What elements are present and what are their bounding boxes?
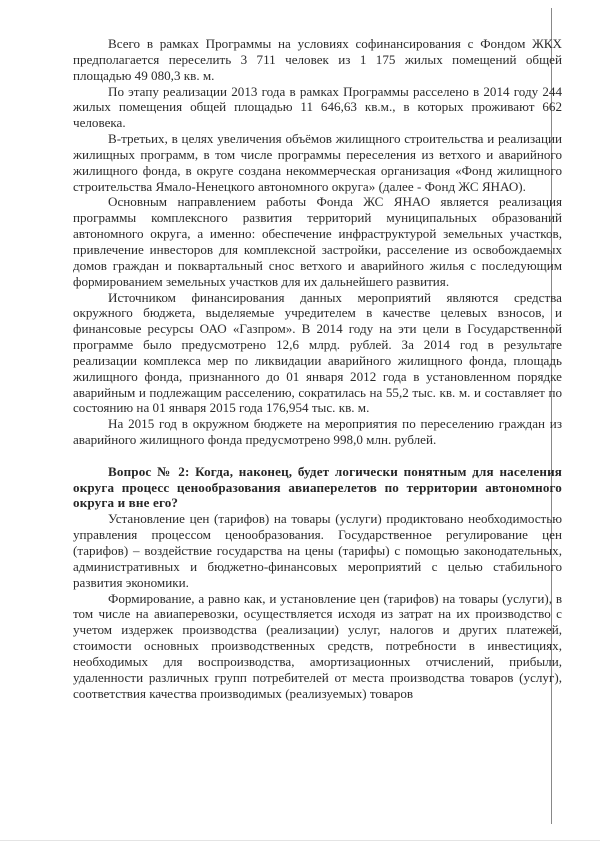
scan-bottom-edge (0, 840, 600, 841)
paragraph-price-formation: Формирование, а равно как, и установление цен (тарифов) на товары (услуги), в том числе на авиаперевозки, осуществляется исходя из затрат на их производство с учетом издержек производства (реализации) услуг, налогов и других платежей, стоимости основных производственных средств, потребности в инвестициях, необходимых для воспроизводства, амортизационных отчислений, прибыли, удаленности различных групп потребителей от места производства товаров (услуг), соответствия качества производимых (реализуемых) товаров (73, 590, 562, 701)
paragraph-price-setting: Установление цен (тарифов) на товары (услуги) продиктовано необходимостью управления процессом ценообразования. Государственное регулирование цен (тарифов) – воздействие государства на цены (тарифы) с помощью законодательных, административных и бюджетно-финансовых мероприятий с целью стабильного развития экономики. (73, 511, 562, 590)
paragraph-financing-sources: Источником финансирования данных мероприятий являются средства окружного бюджета, выделяемые учредителем в качестве целевых взносов, и финансовые ресурсы ОАО «Газпром». В 2014 году на эти цели в Государственной программе было предусмотрено 12,6 млрд. рублей. За 2014 год в результате реализации комплекса мер по ликвидации аварийного жилищного фонда, площадь жилищного фонда, признанного до 01 января 2012 года в установленном порядке аварийным и подлежащим расселению, сократилась на 55,2 тыс. кв. м. и составляет по состоянию на 01 января 2015 года 176,954 тыс. кв. м. (73, 289, 562, 416)
paragraph-resettlement-total: Всего в рамках Программы на условиях софинансирования с Фондом ЖКХ предполагается переселить 3 711 человек из 1 175 жилых помещений общей площадью 49 080,3 кв. м. (73, 36, 562, 83)
paragraph-fund-creation: В-третьих, в целях увеличения объёмов жилищного строительства и реализации жилищных программ, в том числе программы переселения из ветхого и аварийного жилищного фонда, в округе создана некоммерческая организация «Фонд жилищного строительства Ямало-Ненецкого автономного округа» (далее - Фонд ЖС ЯНАО). (73, 131, 562, 194)
paragraph-fund-direction: Основным направлением работы Фонда ЖС ЯНАО является реализация программы комплексного развития территорий муниципальных образований автономного округа, а именно: обеспечение инфраструктурой земельных участков, привлечение инвесторов для комплексной застройки, расселение из освобождаемых домов граждан и поквартальный снос ветхого и аварийного жилья с последующим формированием земельных участков для их дальнейшего развития. (73, 194, 562, 289)
question-2-heading: Вопрос № 2: Когда, наконец, будет логически понятным для населения округа процесс ценообразования авиаперелетов по территории автономного округа и вне его? (73, 463, 562, 511)
paragraph-2015-budget: На 2015 год в окружном бюджете на мероприятия по переселению граждан из аварийного жилищного фонда предусмотрено 998,0 млн. рублей. (73, 416, 562, 448)
document-page (73, 36, 562, 701)
paragraph-2013-stage: По этапу реализации 2013 года в рамках Программы расселено в 2014 году 244 жилых помещения общей площадью 11 646,63 кв.м., в которых проживают 662 человека. (73, 83, 562, 131)
